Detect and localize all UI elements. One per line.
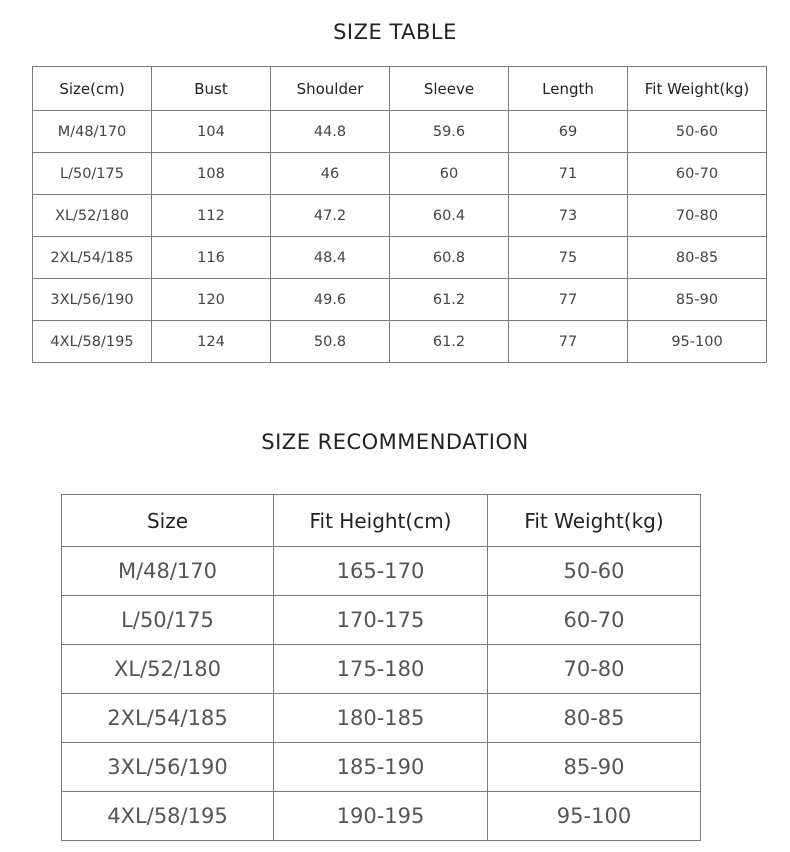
- table-cell: 175-180: [274, 645, 488, 694]
- table-cell: 190-195: [274, 792, 488, 841]
- size-table: [32, 66, 767, 363]
- table-cell: 170-175: [274, 596, 488, 645]
- column-header-shoulder: Shoulder: [271, 67, 390, 111]
- table-cell: 112: [152, 195, 271, 237]
- table-cell: 60.8: [390, 237, 509, 279]
- table-cell: 60-70: [488, 596, 701, 645]
- table-cell: 50.8: [271, 321, 390, 363]
- size-table-row: [33, 111, 767, 153]
- table-cell: XL/52/180: [33, 195, 152, 237]
- table-cell: L/50/175: [33, 153, 152, 195]
- table-cell: 165-170: [274, 547, 488, 596]
- table-cell: 95-100: [628, 321, 767, 363]
- table-cell: 46: [271, 153, 390, 195]
- table-cell: 73: [509, 195, 628, 237]
- size-table-header-row: [33, 67, 767, 111]
- size-recommendation-title: SIZE RECOMMENDATION: [261, 430, 529, 454]
- table-cell: 116: [152, 237, 271, 279]
- table-cell: M/48/170: [33, 111, 152, 153]
- table-cell: 80-85: [628, 237, 767, 279]
- column-header-length: Length: [509, 67, 628, 111]
- table-cell: 50-60: [628, 111, 767, 153]
- column-header-bust: Bust: [152, 67, 271, 111]
- size-recommendation-table: [61, 494, 701, 841]
- column-header-fit-height: Fit Height(cm): [274, 495, 488, 547]
- table-cell: 2XL/54/185: [33, 237, 152, 279]
- table-cell: 4XL/58/195: [62, 792, 274, 841]
- column-header-size: Size(cm): [33, 67, 152, 111]
- table-cell: 70-80: [628, 195, 767, 237]
- table-cell: 70-80: [488, 645, 701, 694]
- table-cell: M/48/170: [62, 547, 274, 596]
- table-cell: 60-70: [628, 153, 767, 195]
- recommendation-row: [62, 596, 701, 645]
- table-cell: 77: [509, 279, 628, 321]
- table-cell: XL/52/180: [62, 645, 274, 694]
- table-cell: 49.6: [271, 279, 390, 321]
- size-table-row: [33, 153, 767, 195]
- column-header-size: Size: [62, 495, 274, 547]
- table-cell: 60.4: [390, 195, 509, 237]
- table-cell: 71: [509, 153, 628, 195]
- recommendation-row: [62, 547, 701, 596]
- table-cell: 104: [152, 111, 271, 153]
- column-header-fit-weight: Fit Weight(kg): [628, 67, 767, 111]
- table-cell: 61.2: [390, 321, 509, 363]
- table-cell: 77: [509, 321, 628, 363]
- table-cell: 180-185: [274, 694, 488, 743]
- recommendation-row: [62, 645, 701, 694]
- table-cell: 47.2: [271, 195, 390, 237]
- table-cell: 48.4: [271, 237, 390, 279]
- table-cell: 61.2: [390, 279, 509, 321]
- column-header-sleeve: Sleeve: [390, 67, 509, 111]
- recommendation-row: [62, 694, 701, 743]
- table-cell: 75: [509, 237, 628, 279]
- table-cell: 124: [152, 321, 271, 363]
- table-cell: 120: [152, 279, 271, 321]
- table-cell: 80-85: [488, 694, 701, 743]
- table-cell: 3XL/56/190: [33, 279, 152, 321]
- recommendation-row: [62, 743, 701, 792]
- table-cell: 85-90: [488, 743, 701, 792]
- table-cell: 59.6: [390, 111, 509, 153]
- table-cell: 60: [390, 153, 509, 195]
- table-cell: 108: [152, 153, 271, 195]
- table-cell: 69: [509, 111, 628, 153]
- size-table-row: [33, 279, 767, 321]
- column-header-fit-weight: Fit Weight(kg): [488, 495, 701, 547]
- table-cell: 3XL/56/190: [62, 743, 274, 792]
- size-table-row: [33, 195, 767, 237]
- table-cell: 2XL/54/185: [62, 694, 274, 743]
- size-table-title: SIZE TABLE: [333, 20, 457, 44]
- table-cell: 50-60: [488, 547, 701, 596]
- recommendation-header-row: [62, 495, 701, 547]
- size-table-row: [33, 237, 767, 279]
- table-cell: 44.8: [271, 111, 390, 153]
- recommendation-row: [62, 792, 701, 841]
- size-table-row: [33, 321, 767, 363]
- table-cell: 4XL/58/195: [33, 321, 152, 363]
- table-cell: 95-100: [488, 792, 701, 841]
- table-cell: 185-190: [274, 743, 488, 792]
- table-cell: 85-90: [628, 279, 767, 321]
- table-cell: L/50/175: [62, 596, 274, 645]
